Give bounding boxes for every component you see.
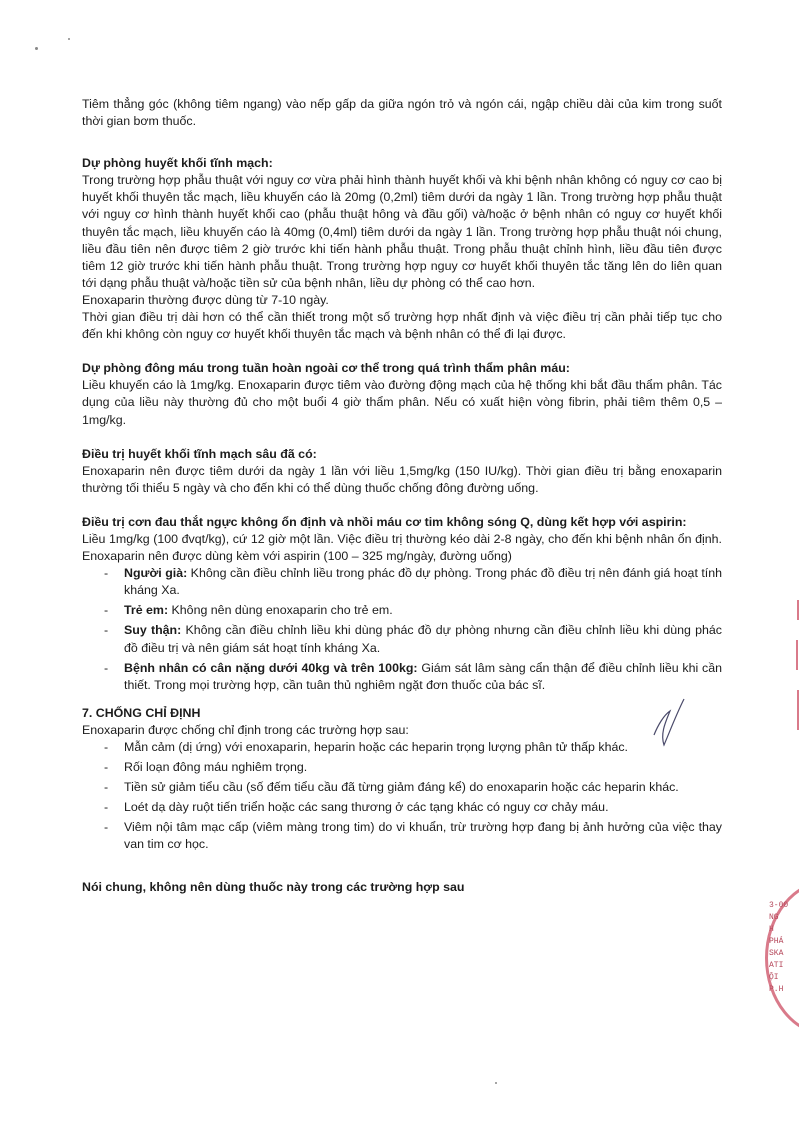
list-item (104, 602, 722, 619)
list-item (104, 799, 722, 816)
stamp-edge-fragment (794, 600, 799, 740)
scan-speck (68, 38, 70, 40)
signature-mark (640, 685, 690, 755)
list-item-text: Viêm nội tâm mạc cấp (viêm màng trong tim) do vi khuẩn, trừ trường hợp đang bị ảnh hưởng của việc thay van tim cơ học. (124, 820, 722, 852)
section-title-avoid: Nói chung, không nên dùng thuốc này trong các trường hợp sau (82, 879, 465, 894)
scan-speck (495, 1082, 497, 1084)
official-stamp (765, 880, 799, 1030)
list-item (104, 622, 722, 656)
list-item-label: Suy thận: (124, 623, 182, 638)
bullet-dash: - (104, 780, 109, 795)
section-paragraph: Trong trường hợp phẫu thuật với nguy cơ vừa phải hình thành huyết khối và khi bệnh nhân không có nguy cơ cao bị huyết khối thuyên tắc mạch, liều khuyến cáo là 20mg (0,2ml) tiêm dưới da ngày 1 lần. Trong trường hợp phẫu thuật với nguy cơ hình thành huyết khối cao (phẫu thuật hông và đầu gối) và/hoặc ở bệnh nhân có nguy cơ huyết khối thuyên tắc mạch, liều khuyến cáo là 40mg (0,4ml) tiêm dưới da ngày 1 lần. Trong trường hợp phẫu thuật nói chung, liều đầu tiên nên được tiêm 2 giờ trước khi tiến hành phẫu thuật. Trong phẫu thuật chỉnh hình, liều đầu tiên được tiêm 12 giờ trước khi tiến hành phẫu thuật. Trong trường hợp nguy cơ huyết khối thuyên tắc tăng lên do liên quan tới dạng phẫu thuật và/hoặc tiền sử của bệnh nhân, liều dự phòng có thể cao hơn. (82, 173, 722, 290)
list-item-text: Không nên dùng enoxaparin cho trẻ em. (168, 603, 393, 618)
list-item-text: Loét dạ dày ruột tiến triển hoặc các sang thương ở các tạng khác có nguy cơ chảy máu. (124, 800, 609, 815)
bullet-dash: - (104, 623, 109, 638)
bullet-dash: - (104, 603, 109, 618)
list-item (104, 819, 722, 853)
bullet-dash: - (104, 660, 109, 675)
document-page (82, 96, 722, 896)
bullet-dash: - (104, 566, 109, 581)
list-item-label: Bệnh nhân có cân nặng dưới 40kg và trên 100kg: (124, 660, 418, 675)
list-item (104, 759, 722, 776)
scan-speck (35, 47, 38, 50)
list-item-label: Người già: (124, 566, 188, 581)
bullet-dash: - (104, 820, 109, 835)
list-item-text: Không cần điều chỉnh liều trong phác đồ dự phòng. Trong phác đồ điều trị nên đánh giá hoạt tính kháng Xa. (124, 566, 723, 598)
contraindication-list (82, 739, 722, 854)
list-item-text: Giám sát lâm sàng cẩn thận để điều chỉnh liều khi cần thiết. Trong mọi trường hợp, cần tuân thủ nghiêm ngặt đơn thuốc của bác sĩ. (124, 660, 723, 692)
section-title-dvt-prophylaxis: Dự phòng huyết khối tĩnh mạch: (82, 156, 273, 171)
section-paragraph: Thời gian điều trị dài hơn có thể cần thiết trong một số trường hợp nhất định và việc điều trị cần phải tiếp tục cho đến khi không còn nguy cơ huyết khối thuyên tắc mạch và bệnh nhân có thể đi lại được. (82, 310, 722, 342)
intro-paragraph: Tiêm thẳng góc (không tiêm ngang) vào nếp gấp da giữa ngón trỏ và ngón cái, ngập chiều dài của kim trong suốt thời gian bơm thuốc. (82, 97, 722, 129)
special-population-list (82, 565, 722, 694)
list-item-text: Tiền sử giảm tiểu cầu (số đếm tiểu cầu đã từng giảm đáng kể) do enoxaparin hoặc các heparin khác. (124, 780, 679, 795)
section-title-contraindications: 7. CHỐNG CHỈ ĐỊNH (82, 705, 201, 720)
list-item-text: Rối loạn đông máu nghiêm trọng. (124, 760, 308, 775)
section-title-hemodialysis: Dự phòng đông máu trong tuần hoàn ngoài cơ thể trong quá trình thẩm phân máu: (82, 361, 570, 376)
section-paragraph: Enoxaparin được chống chỉ định trong các trường hợp sau: (82, 722, 409, 737)
section-title-dvt-treatment: Điều trị huyết khối tĩnh mạch sâu đã có: (82, 446, 317, 461)
list-item-text: Không cần điều chỉnh liều khi dùng phác đồ dự phòng nhưng cần điều chỉnh liều khi dùng phác đồ điều trị và nên giám sát hoạt tính kháng Xa. (124, 623, 722, 655)
list-item (104, 660, 722, 694)
list-item (104, 565, 722, 599)
bullet-dash: - (104, 760, 109, 775)
section-title-angina: Điều trị cơn đau thắt ngực không ổn định và nhồi máu cơ tim không sóng Q, dùng kết hợp với aspirin: (82, 514, 687, 529)
list-item (104, 779, 722, 796)
section-paragraph: Enoxaparin thường được dùng từ 7-10 ngày. (82, 292, 329, 307)
list-item-label: Trẻ em: (124, 603, 169, 618)
section-paragraph: Liều khuyến cáo là 1mg/kg. Enoxaparin được tiêm vào đường động mạch của hệ thống khi bắt đầu thẩm phân. Tác dụng của liều này thường đủ cho một buổi 4 giờ thẩm phân. Nếu có xuất hiện vòng fibrin, phải tiêm thêm 0,5 – 1mg/kg. (82, 378, 722, 427)
bullet-dash: - (104, 800, 109, 815)
stamp-text: 3-00 NG H PHÁ SKA ATI ỘI P.H (769, 901, 789, 994)
list-item-text: Mẫn cảm (dị ứng) với enoxaparin, heparin hoặc các heparin trọng lượng phân tử thấp khác. (124, 740, 628, 754)
bullet-dash: - (104, 740, 109, 754)
section-paragraph: Enoxaparin nên được tiêm dưới da ngày 1 lần với liều 1,5mg/kg (150 IU/kg). Thời gian điều trị bằng enoxaparin thường tối thiểu 5 ngày và cho đến khi có thể dùng thuốc chống đông đường uống. (82, 463, 722, 495)
list-item (104, 739, 722, 756)
section-paragraph: Liều 1mg/kg (100 đvqt/kg), cứ 12 giờ một lần. Việc điều trị thường kéo dài 2-8 ngày, cho đến khi bệnh nhân ổn định. Enoxaparin nên được dùng kèm với aspirin (100 – 325 mg/ngày, đường uống) (82, 531, 722, 564)
